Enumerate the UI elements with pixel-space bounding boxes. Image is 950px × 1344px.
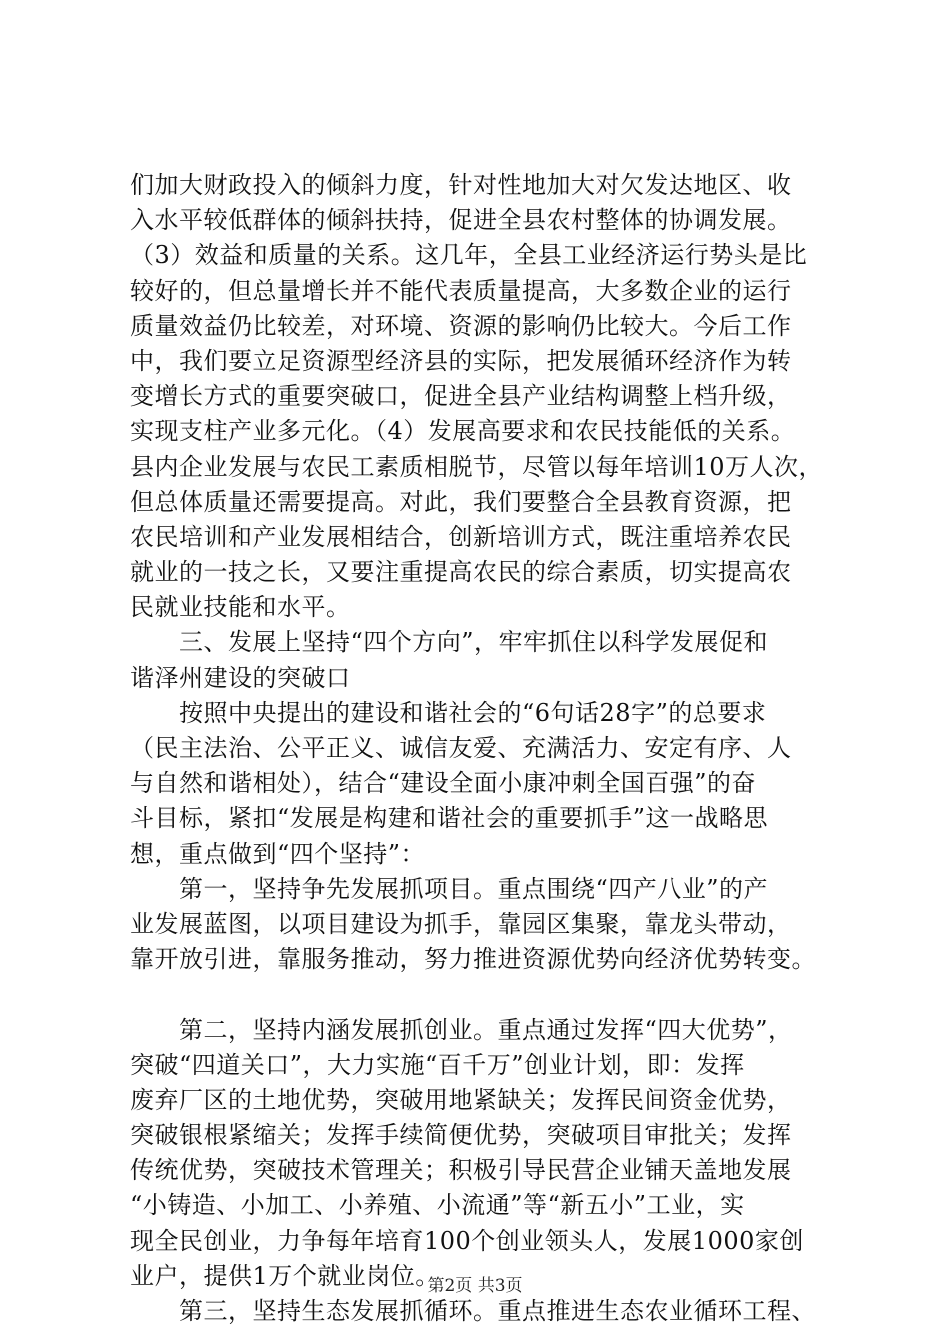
text-line: （民主法治、公平正义、诚信友爱、充满活力、安定有序、人 (130, 734, 792, 762)
text-line: 谐泽州建设的突破口 (130, 663, 351, 692)
text-line: 第二，坚持内涵发展抓创业。重点通过发挥“四大优势”， (130, 1015, 793, 1044)
text-line: 第一，坚持争先发展抓项目。重点围绕“四产八业”的产 (130, 874, 769, 903)
blank-line (130, 977, 830, 1012)
text-line: 现全民创业，力争每年培育100个创业领头人，发展1000家创 (130, 1226, 804, 1255)
text-line: 三、发展上坚持“四个方向”，牢牢抓住以科学发展促和 (130, 628, 769, 657)
text-line: 变增长方式的重要突破口，促进全县产业结构调整上档升级， (130, 382, 792, 411)
text-line: 业户，提供1万个就业岗位。 (130, 1261, 440, 1290)
text-line: 废弃厂区的土地优势，突破用地紧缺关；发挥民间资金优势， (130, 1085, 792, 1114)
text-line: 中，我们要立足资源型经济县的实际，把发展循环经济作为转 (130, 346, 792, 375)
text-line: 就业的一技之长，又要注重提高农民的综合素质，切实提高农 (130, 558, 792, 587)
text-line: 较好的，但总量增长并不能代表质量提高，大多数企业的运行 (130, 276, 792, 305)
text-line: 县内企业发展与农民工素质相脱节，尽管以每年培训10万人次， (130, 452, 824, 481)
text-line: 入水平较低群体的倾斜扶持，促进全县农村整体的协调发展。 (130, 206, 792, 235)
text-line: “小铸造、小加工、小养殖、小流通”等“新五小”工业，实 (130, 1191, 745, 1220)
body-text (130, 168, 830, 1329)
text-line: 第三，坚持生态发展抓循环。重点推进生态农业循环工程、 (130, 1297, 816, 1325)
text-line: 质量效益仍比较差，对环境、资源的影响仍比较大。今后工作 (130, 311, 792, 340)
text-line: 按照中央提出的建设和谐社会的“6句话28字”的总要求 (130, 698, 767, 727)
text-line: 实现支柱产业多元化。（4）发展高要求和农民技能低的关系。 (130, 417, 796, 446)
text-line: 与自然和谐相处），结合“建设全面小康冲刺全国百强”的奋 (130, 769, 757, 798)
text-line: 民就业技能和水平。 (130, 593, 351, 622)
text-line: 想，重点做到“四个坚持”： (130, 839, 426, 868)
text-line: 但总体质量还需要提高。对此，我们要整合全县教育资源，把 (130, 487, 792, 516)
text-line: 靠开放引进，靠服务推动，努力推进资源优势向经济优势转变。 (130, 945, 816, 974)
text-line: 突破银根紧缩关；发挥手续简便优势，突破项目审批关；发挥 (130, 1121, 792, 1150)
text-line: 突破“四道关口”，大力实施“百千万”创业计划，即：发挥 (130, 1050, 745, 1079)
text-line: 传统优势，突破技术管理关；积极引导民营企业铺天盖地发展 (130, 1156, 792, 1185)
text-line: 们加大财政投入的倾斜力度，针对性地加大对欠发达地区、收 (130, 171, 792, 199)
text-line: 业发展蓝图，以项目建设为抓手，靠园区集聚，靠龙头带动， (130, 909, 792, 938)
text-line: （3）效益和质量的关系。这几年，全县工业经济运行势头是比 (130, 241, 808, 270)
text-line: 农民培训和产业发展相结合，创新培训方式，既注重培养农民 (130, 522, 792, 551)
text-line: 斗目标，紧扣“发展是构建和谐社会的重要抓手”这一战略思 (130, 804, 769, 833)
page-footer: 第2页 共3页 (427, 1276, 523, 1296)
